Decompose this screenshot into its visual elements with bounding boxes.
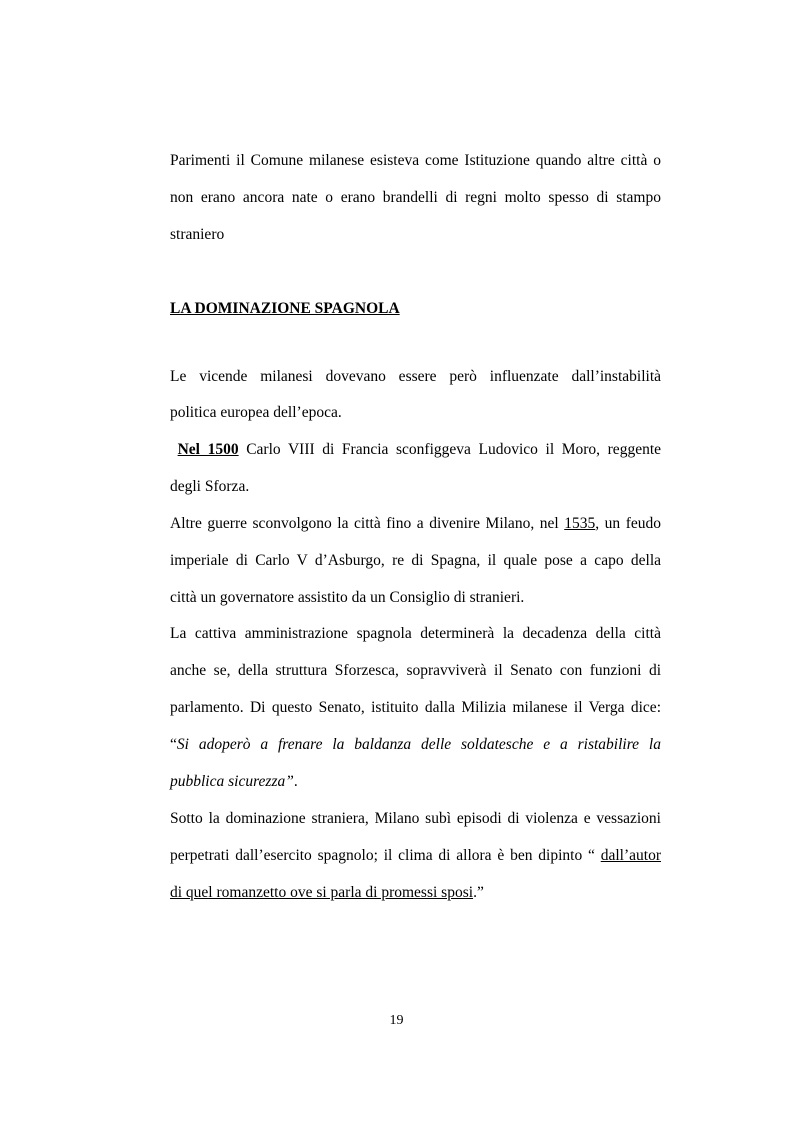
paragraph-4-line-1-start: Altre guerre sconvolgono la città fino a divenire Milano, nel bbox=[170, 515, 565, 532]
paragraph-6-line-2 bbox=[170, 846, 661, 866]
paragraph-6-line-1: Sotto la dominazione straniera, Milano subì episodi di violenza e vessazioni bbox=[170, 810, 661, 827]
paragraph-5-line-1: La cattiva amministrazione spagnola determinerà la decadenza della città bbox=[170, 625, 661, 642]
page-number: 19 bbox=[389, 1013, 404, 1028]
paragraph-4-line-3: città un governatore assistito da un Consiglio di stranieri. bbox=[170, 589, 525, 606]
quote-line-1 bbox=[170, 735, 661, 755]
paragraph-5-line-3: parlamento. Di questo Senato, istituito dalla Milizia milanese il Verga dice: bbox=[170, 699, 661, 716]
paragraph-4-line-2: imperiale di Carlo V d’Asburgo, re di Spagna, il quale pose a capo della bbox=[170, 552, 661, 569]
underlined-reference-1: dall’autor bbox=[600, 847, 661, 864]
paragraph-6-line-3-end: .” bbox=[473, 884, 484, 901]
paragraph-3-line-2: degli Sforza. bbox=[170, 478, 250, 495]
year-1500: Nel 1500 bbox=[177, 441, 239, 458]
paragraph-5-line-2: anche se, della struttura Sforzesca, sopravviverà il Senato con funzioni di bbox=[170, 662, 661, 679]
quote-line-2 bbox=[170, 772, 661, 792]
paragraph-4-line-1-end: , un feudo bbox=[595, 515, 661, 532]
paragraph-1-line-2: non erano ancora nate o erano brandelli di regni molto spesso di stampo bbox=[170, 189, 661, 206]
paragraph-2-line-2: politica europea dell’epoca. bbox=[170, 404, 342, 421]
section-heading: LA DOMINAZIONE SPAGNOLA bbox=[170, 300, 400, 317]
quote-text-2: pubblica sicurezza” bbox=[170, 773, 294, 790]
quote-text-1: Si adoperò a frenare la baldanza delle soldatesche e a ristabilire la bbox=[176, 736, 661, 753]
paragraph-3-line-1-text: Carlo VIII di Francia sconfiggeva Ludovico il Moro, reggente bbox=[238, 441, 662, 458]
paragraph-3-line-1 bbox=[170, 440, 661, 460]
paragraph-1-line-1: Parimenti il Comune milanese esisteva come Istituzione quando altre città o bbox=[170, 152, 661, 169]
quote-open: “ bbox=[170, 736, 177, 753]
paragraph-2-line-1: Le vicende milanesi dovevano essere però influenzate dall’instabilità bbox=[170, 368, 661, 385]
underlined-reference-2: di quel romanzetto ove si parla di promessi sposi bbox=[170, 884, 474, 901]
year-1535: 1535 bbox=[564, 515, 596, 532]
paragraph-6-line-3 bbox=[170, 883, 661, 903]
paragraph-1-line-3: straniero bbox=[170, 226, 225, 243]
paragraph-6-line-2-start: perpetrati dall’esercito spagnolo; il clima di allora è ben dipinto “ bbox=[170, 847, 601, 864]
quote-end: . bbox=[293, 773, 298, 790]
paragraph-4-line-1 bbox=[170, 514, 661, 534]
